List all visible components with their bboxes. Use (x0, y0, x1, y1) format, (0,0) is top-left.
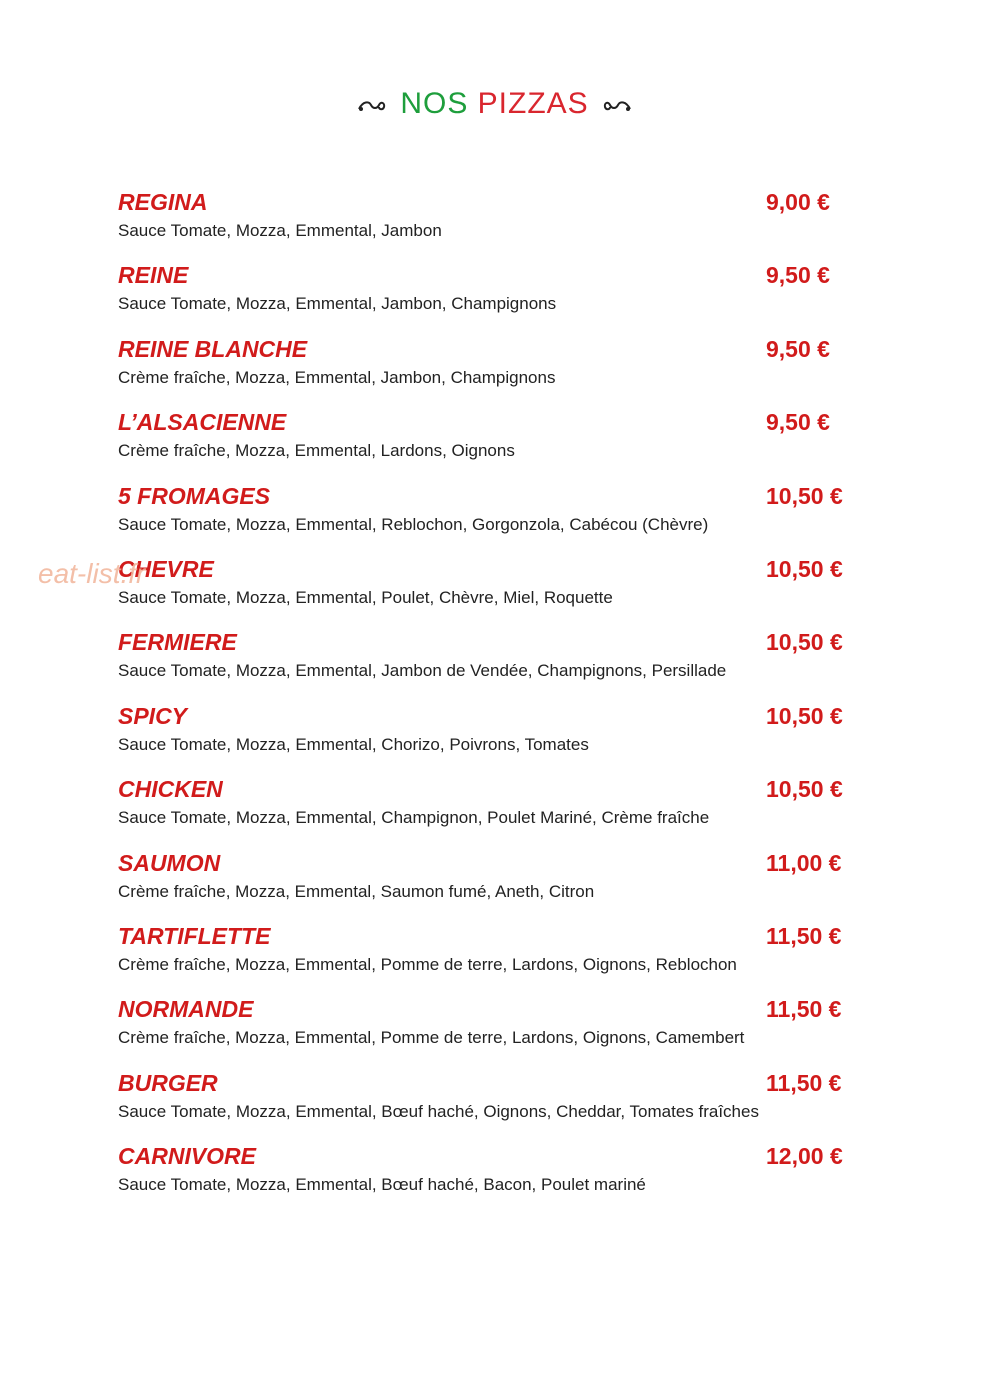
menu-item (118, 553, 858, 626)
menu-item-price: 11,50 € (766, 1069, 842, 1096)
menu-item-price: 10,50 € (766, 482, 843, 509)
menu-item-price: 12,00 € (766, 1143, 843, 1170)
menu-item-description: Crème fraîche, Mozza, Emmental, Pomme de terre, Lardons, Oignons, Camembert (118, 1028, 745, 1048)
menu-item-name: CARNIVORE (118, 1143, 257, 1170)
menu-item (118, 920, 858, 993)
menu-item-name: REGINA (118, 189, 208, 215)
menu-item (118, 480, 858, 553)
menu-item-description: Crème fraîche, Mozza, Emmental, Lardons, Oignons (118, 441, 515, 461)
watermark: eat-list.fr (38, 558, 146, 589)
menu-item-description: Crème fraîche, Mozza, Emmental, Saumon fumé, Aneth, Citron (118, 881, 595, 901)
title-word-nos: NOS (400, 87, 469, 120)
menu-item-price: 10,50 € (766, 555, 843, 582)
scroll-ornament-icon (602, 95, 632, 115)
menu-item-description: Crème fraîche, Mozza, Emmental, Jambon, Champignons (118, 367, 556, 387)
menu-item-name: REINE (118, 262, 189, 289)
menu-item (118, 1140, 858, 1213)
menu-item-price: 9,00 € (766, 189, 830, 215)
menu-item (118, 259, 858, 332)
menu-item (118, 773, 858, 846)
pizza-menu-list (118, 186, 858, 1213)
page-title (0, 84, 989, 124)
menu-item-description: Crème fraîche, Mozza, Emmental, Pomme de terre, Lardons, Oignons, Reblochon (118, 954, 737, 974)
menu-item-name: REINE BLANCHE (118, 335, 308, 362)
menu-item-price: 10,50 € (766, 776, 843, 803)
menu-item-description: Sauce Tomate, Mozza, Emmental, Jambon (118, 221, 442, 240)
menu-item-name: TARTIFLETTE (118, 922, 271, 949)
menu-item (118, 1067, 858, 1140)
menu-item-price: 10,50 € (766, 629, 843, 656)
menu-item (118, 700, 858, 773)
menu-item-name: SPICY (118, 702, 188, 729)
menu-item-name: SAUMON (118, 849, 221, 876)
menu-item-price: 9,50 € (766, 335, 830, 362)
title-word-pizzas: PIZZAS (477, 87, 589, 120)
menu-item (118, 847, 858, 920)
menu-item-price: 11,00 € (766, 849, 842, 876)
menu-item-price: 9,50 € (766, 409, 830, 436)
menu-item-description: Sauce Tomate, Mozza, Emmental, Poulet, Chèvre, Miel, Roquette (118, 587, 613, 607)
menu-item-price: 11,50 € (766, 922, 842, 949)
menu-item-price: 9,50 € (766, 262, 830, 289)
menu-item-name: FERMIERE (118, 629, 237, 656)
menu-item-description: Sauce Tomate, Mozza, Emmental, Champignon, Poulet Mariné, Crème fraîche (118, 808, 710, 828)
menu-item-name: 5 FROMAGES (118, 482, 271, 509)
menu-item-description: Sauce Tomate, Mozza, Emmental, Bœuf haché, Bacon, Poulet mariné (118, 1175, 646, 1195)
menu-item-name: BURGER (118, 1069, 218, 1096)
menu-item-name: CHICKEN (118, 776, 223, 803)
menu-item-name: L’ALSACIENNE (118, 409, 287, 436)
menu-item (118, 626, 858, 699)
menu-item-description: Sauce Tomate, Mozza, Emmental, Jambon de Vendée, Champignons, Persillade (118, 661, 727, 681)
menu-item-name: CHEVRE (118, 555, 214, 582)
menu-item-description: Sauce Tomate, Mozza, Emmental, Reblochon, Gorgonzola, Cabécou (Chèvre) (118, 514, 709, 534)
menu-item-description: Sauce Tomate, Mozza, Emmental, Bœuf haché, Oignons, Cheddar, Tomates fraîches (118, 1101, 759, 1121)
menu-item-price: 10,50 € (766, 702, 843, 729)
scroll-ornament-icon (357, 95, 387, 115)
menu-item (118, 993, 858, 1066)
menu-item (118, 186, 858, 259)
menu-item-name: NORMANDE (118, 996, 254, 1023)
menu-item-price: 11,50 € (766, 996, 842, 1023)
menu-item (118, 333, 858, 406)
menu-item-description: Sauce Tomate, Mozza, Emmental, Jambon, Champignons (118, 294, 557, 314)
menu-item-description: Sauce Tomate, Mozza, Emmental, Chorizo, Poivrons, Tomates (118, 734, 589, 754)
menu-item (118, 406, 858, 479)
